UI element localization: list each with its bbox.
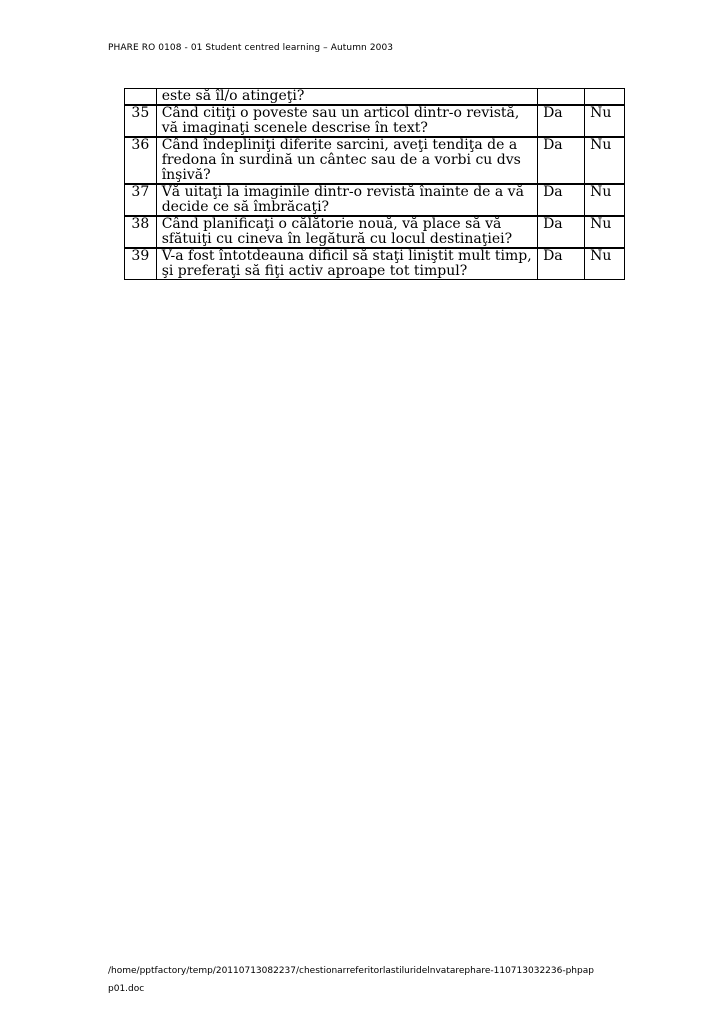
question-text: Când îndepliniţi diferite sarcini, aveţi tendiţa de a fredona în surdină un cântec sau de a vorbi cu dvs înşivă?	[156, 137, 537, 184]
answer-yes: Da	[538, 137, 585, 184]
table-row	[125, 216, 625, 248]
question-text: Când planificaţi o călătorie nouă, vă place să vă sfătuiţi cu cineva în legătură cu locul destinaţiei?	[156, 216, 537, 248]
page-header: PHARE RO 0108 - 01 Student centred learning – Autumn 2003	[108, 43, 394, 53]
table-row	[125, 137, 625, 184]
table-row	[125, 89, 625, 106]
questionnaire-table	[124, 88, 625, 280]
question-text: este să îl/o atingeţi?	[156, 89, 537, 106]
question-number	[125, 89, 157, 106]
question-number: 38	[125, 216, 157, 248]
table-row	[125, 184, 625, 216]
answer-no: Nu	[585, 137, 625, 184]
answer-no: Nu	[585, 248, 625, 280]
question-text: V-a fost întotdeauna dificil să staţi liniştit mult timp, şi preferaţi să fiţi activ aproape tot timpul?	[156, 248, 537, 280]
answer-yes	[538, 89, 585, 106]
page-footer: /home/pptfactory/temp/20110713082237/chestionarreferitorlastiluridelnvatarephare-110713032236-phpapp01.doc	[108, 966, 594, 994]
question-text: Vă uitaţi la imaginile dintr-o revistă înainte de a vă decide ce să îmbrăcaţi?	[156, 184, 537, 216]
answer-yes: Da	[538, 216, 585, 248]
question-number: 35	[125, 105, 157, 137]
table-row	[125, 248, 625, 280]
question-number: 39	[125, 248, 157, 280]
answer-yes: Da	[538, 105, 585, 137]
answer-yes: Da	[538, 184, 585, 216]
question-number: 37	[125, 184, 157, 216]
answer-no	[585, 89, 625, 106]
answer-yes: Da	[538, 248, 585, 280]
question-text: Când citiţi o poveste sau un articol dintr-o revistă, vă imaginaţi scenele descrise în text?	[156, 105, 537, 137]
answer-no: Nu	[585, 216, 625, 248]
question-number: 36	[125, 137, 157, 184]
answer-no: Nu	[585, 184, 625, 216]
table-row	[125, 105, 625, 137]
answer-no: Nu	[585, 105, 625, 137]
